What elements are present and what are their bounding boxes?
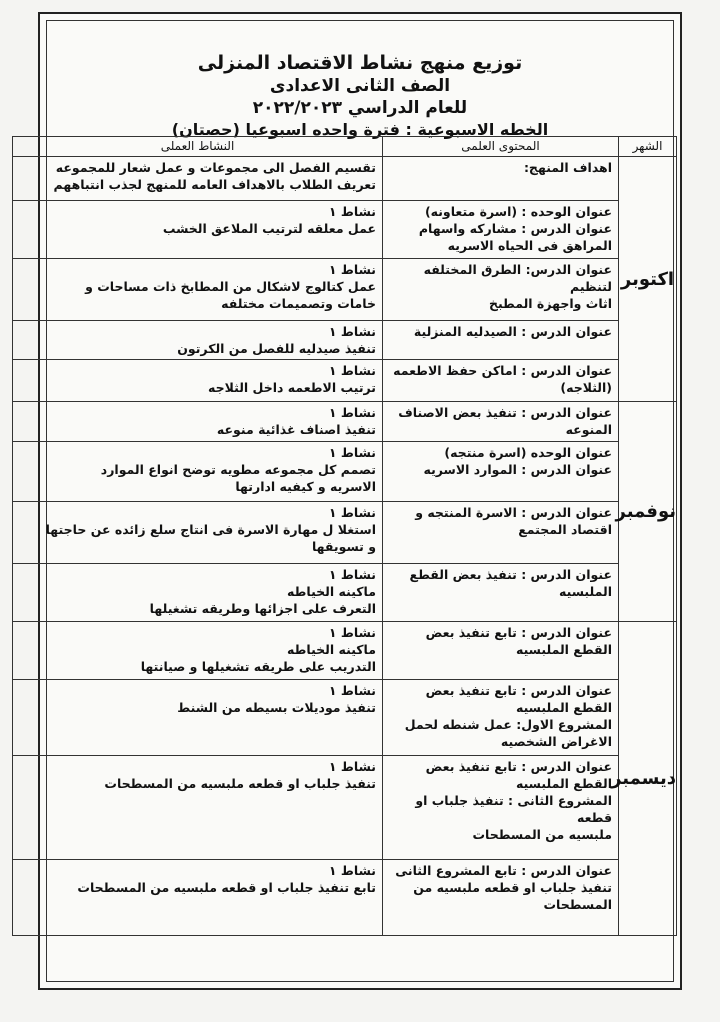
table-row <box>13 157 677 201</box>
content-line: عنوان الدرس : الاسرة المنتجه و <box>415 505 612 520</box>
content-cell <box>383 157 619 201</box>
activity-cell <box>13 756 383 860</box>
col-content-header: المحتوى العلمى <box>383 137 619 157</box>
content-line: (الثلاجه) <box>560 380 612 395</box>
content-line: عنوان الدرس : تابع المشروع الثانى <box>395 863 612 878</box>
content-cell <box>383 201 619 259</box>
table-row <box>13 360 677 402</box>
activity-cell <box>13 201 383 259</box>
table-row <box>13 201 677 259</box>
doc-title: توزيع منهج نشاط الاقتصاد المنزلى <box>197 52 523 74</box>
table-row <box>13 756 677 860</box>
activity-line: استغلا ل مهارة الاسرة فى انتاج سلع زائده عن حاجتها <box>45 522 376 537</box>
doc-year: للعام الدراسي ٢٠٢٢/٢٠٢٣ <box>252 98 468 118</box>
activity-line: عمل معلقه لترتيب الملاعق الخشب <box>162 221 376 236</box>
content-line: عنوان الدرس : تنفيذ بعض الاصناف <box>398 405 612 420</box>
table-row <box>13 259 677 321</box>
activity-cell <box>13 622 383 680</box>
activity-line: عمل كتالوج لاشكال من المطابخ ذات مساحات و <box>85 279 376 294</box>
table-row <box>13 680 677 756</box>
activity-cell <box>13 502 383 564</box>
content-line: عنوان الدرس: الطرق المختلفه لتنظيم <box>423 262 612 294</box>
activity-cell <box>13 360 383 402</box>
content-line: الاغراض الشخصيه <box>500 734 612 749</box>
col-activity-header: النشاط العملى <box>13 137 383 157</box>
activity-line: نشاط ١ <box>328 625 376 640</box>
table-row <box>13 502 677 564</box>
content-line: اقتصاد المجتمع <box>518 522 612 537</box>
content-line: تنفيذ جلباب او قطعه ملبسيه من <box>413 880 612 895</box>
content-line: المراهق فى الحياه الاسريه <box>447 238 612 253</box>
content-cell <box>383 502 619 564</box>
content-line: المشروع الثانى : تنفيذ جلباب او قطعه <box>415 793 612 825</box>
content-line: القطع الملبسيه <box>515 776 612 791</box>
activity-line: نشاط ١ <box>328 759 376 774</box>
content-line: عنوان الدرس : تابع تنفيذ بعض <box>425 759 612 774</box>
activity-cell <box>13 442 383 502</box>
activity-line: تعريف الطلاب بالاهداف العامه للمنهج لجذب انتباههم <box>53 177 376 192</box>
activity-cell <box>13 402 383 442</box>
content-line: ملبسيه من المسطحات <box>472 827 612 842</box>
activity-line: تصمم كل مجموعه مطويه توضح انواع الموارد <box>100 462 376 477</box>
content-line: المسطحات <box>543 897 612 912</box>
content-cell <box>383 442 619 502</box>
activity-line: تقسيم الفصل الى مجموعات و عمل شعار للمجموعه <box>55 160 376 175</box>
table-row <box>13 442 677 502</box>
curriculum-table <box>12 136 677 936</box>
header <box>47 51 673 141</box>
activity-line: نشاط ١ <box>328 505 376 520</box>
content-cell <box>383 564 619 622</box>
activity-line: نشاط ١ <box>328 683 376 698</box>
activity-cell <box>13 321 383 360</box>
content-line: عنوان الدرس : الموارد الاسريه <box>423 462 612 477</box>
activity-line: تنفيذ صيدليه للفصل من الكرتون <box>177 341 376 356</box>
activity-line: نشاط ١ <box>328 262 376 277</box>
content-line: القطع الملبسيه <box>515 642 612 657</box>
content-line: الملبسيه <box>559 584 612 599</box>
activity-line: ماكينه الخياطه <box>287 642 376 657</box>
activity-line: نشاط ١ <box>328 445 376 460</box>
doc-plan: الخطه الاسبوعية : فترة واحده اسبوعيا (حصتان) <box>171 120 549 139</box>
activity-cell <box>13 680 383 756</box>
content-cell <box>383 756 619 860</box>
content-line: عنوان الوحده : (اسرة متعاونه) <box>424 204 612 219</box>
content-line: القطع الملبسيه <box>515 700 612 715</box>
content-line: عنوان الدرس : اماكن حفظ الاطعمه <box>393 363 612 378</box>
table-row <box>13 622 677 680</box>
content-cell <box>383 860 619 936</box>
activity-line: التدريب على طريقه تشغيلها و صيانتها <box>140 659 376 674</box>
content-line: اهداف المنهج: <box>523 160 612 175</box>
activity-line: نشاط ١ <box>328 363 376 378</box>
content-line: عنوان الدرس : تابع تنفيذ بعض <box>425 625 612 640</box>
doc-grade: الصف الثانى الاعدادى <box>269 76 451 96</box>
table-row <box>13 321 677 360</box>
content-line: عنوان الدرس : تنفيذ بعض القطع <box>409 567 612 582</box>
activity-line: نشاط ١ <box>328 405 376 420</box>
content-line: اثاث واجهزة المطبخ <box>488 296 612 311</box>
activity-line: نشاط ١ <box>328 567 376 582</box>
content-line: عنوان الدرس : مشاركه واسهام <box>418 221 612 236</box>
activity-line: خامات وتصميمات مختلفه <box>221 296 376 311</box>
month-cell-december: ديسمبر <box>619 622 677 936</box>
content-line: المشروع الاول: عمل شنطه لحمل <box>404 717 612 732</box>
activity-cell <box>13 860 383 936</box>
activity-line: الاسريه و كيفيه ادارتها <box>235 479 376 494</box>
activity-line: نشاط ١ <box>328 204 376 219</box>
table-header-row <box>13 137 677 157</box>
activity-line: التعرف على اجزائها وطريقه تشغيلها <box>149 601 376 616</box>
content-line: المنوعه <box>565 422 612 437</box>
activity-line: تنفيذ موديلات بسيطه من الشنط <box>177 700 376 715</box>
activity-line: و تسويقها <box>311 539 376 554</box>
activity-line: نشاط ١ <box>328 324 376 339</box>
activity-line: نشاط ١ <box>328 863 376 878</box>
table-row <box>13 564 677 622</box>
activity-line: تنفيذ اصناف غذائية منوعه <box>216 422 376 437</box>
table-row <box>13 860 677 936</box>
content-cell <box>383 360 619 402</box>
activity-cell <box>13 157 383 201</box>
activity-cell <box>13 564 383 622</box>
activity-line: تابع تنفيذ جلباب او قطعه ملبسيه من المسطحات <box>77 880 376 895</box>
col-month-header: الشهر <box>619 137 677 157</box>
activity-line: ترتيب الاطعمه داخل الثلاجه <box>208 380 376 395</box>
content-line: عنوان الوحده (اسرة منتجه) <box>444 445 612 460</box>
activity-cell <box>13 259 383 321</box>
content-cell <box>383 321 619 360</box>
content-cell <box>383 680 619 756</box>
content-line: عنوان الدرس : الصيدليه المنزلية <box>413 324 612 339</box>
activity-line: ماكينه الخياطه <box>287 584 376 599</box>
month-cell-november: نوفمبر <box>619 402 677 622</box>
activity-line: تنفيذ جلباب او قطعه ملبسيه من المسطحات <box>104 776 376 791</box>
content-cell <box>383 402 619 442</box>
month-cell-october: اكتوبر <box>619 157 677 402</box>
table-row <box>13 402 677 442</box>
content-cell <box>383 259 619 321</box>
content-cell <box>383 622 619 680</box>
content-line: عنوان الدرس : تابع تنفيذ بعض <box>425 683 612 698</box>
